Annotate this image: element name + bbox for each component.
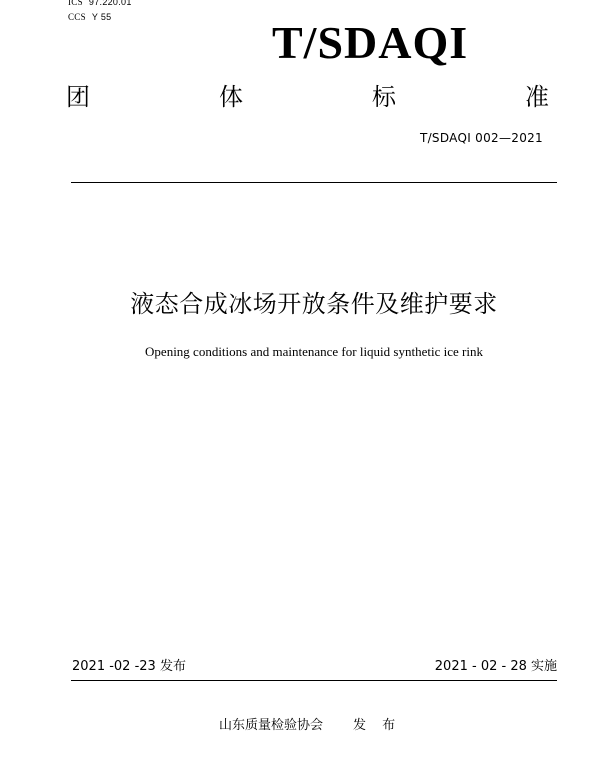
standard-type-char-3: 标 xyxy=(372,83,396,111)
publisher-line xyxy=(219,718,401,734)
standard-type-char-2: 体 xyxy=(219,83,243,111)
document-title-english: Opening conditions and maintenance for liquid synthetic ice rink xyxy=(145,344,483,359)
ics-label: ICS xyxy=(68,0,83,7)
implementation-date: 2021 - 02 - 28 实施 xyxy=(434,659,557,674)
ccs-classification xyxy=(68,12,111,23)
publisher-verb: 发 布 xyxy=(353,718,402,733)
document-title-chinese: 液态合成冰场开放条件及维护要求 xyxy=(130,290,498,318)
standard-number: T/SDAQI 002—2021 xyxy=(419,131,543,145)
bottom-divider xyxy=(71,680,557,681)
top-divider xyxy=(71,182,557,183)
ccs-code: Y 55 xyxy=(91,12,112,22)
standard-logo: T/SDAQI xyxy=(272,17,469,68)
standard-type-char-1: 团 xyxy=(66,83,90,111)
publisher-name: 山东质量检验协会 xyxy=(219,718,324,733)
issue-date: 2021 -02 -23 发布 xyxy=(72,659,186,674)
standard-type-char-4: 准 xyxy=(525,83,549,111)
ics-classification xyxy=(68,0,132,8)
ics-code: 97.220.01 xyxy=(88,0,132,7)
ccs-label: CCS xyxy=(68,12,86,22)
